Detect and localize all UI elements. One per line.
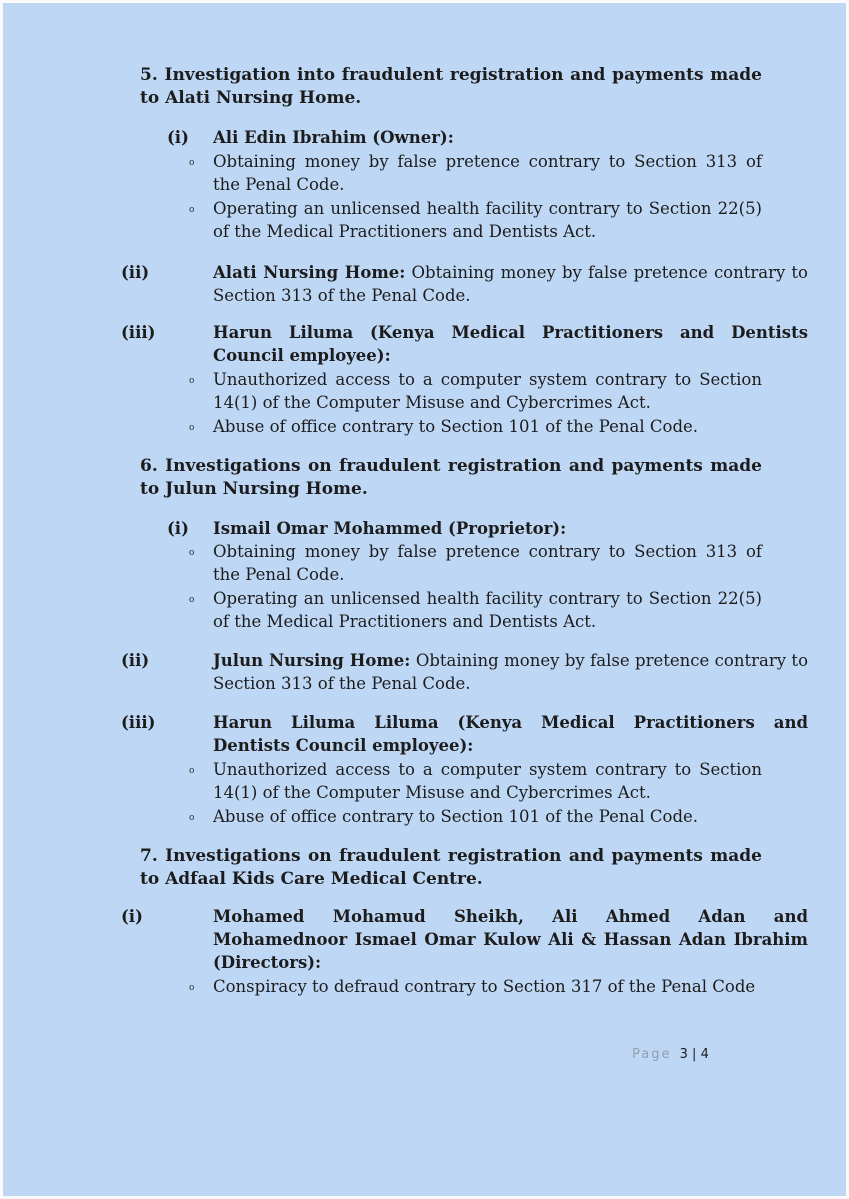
item-numeral: (iii) [121,713,156,732]
item-numeral: (i) [167,519,189,538]
item-text: Obtaining money by false pretence contrary to Section 313 of the Penal Code. [213,263,808,305]
section-number: 5. [140,65,158,85]
item-heading [167,126,762,149]
list-item-text: Abuse of office contrary to Section 101 of the Penal Code. [213,807,699,826]
section-title: Investigations on fraudulent registration and payments made to Julun Nursing Home. [140,456,762,499]
item-numeral: (ii) [121,263,150,282]
item-heading [121,711,808,757]
bullet-icon: o [189,813,195,823]
list-item [189,368,762,414]
section-number: 7. [140,846,158,866]
list-item-text: Conspiracy to defraud contrary to Section 317 of the Penal Code [213,977,756,996]
section-heading [140,64,762,110]
bullet-icon: o [189,766,195,776]
item-numeral: (iii) [121,323,156,342]
page-number: 3 [679,1047,688,1062]
item-name: Alati Nursing Home: [213,263,406,282]
list-item-text: Unauthorized access to a computer system contrary to Section 14(1) of the Computer Misuse and Cybercrimes Act. [213,760,762,802]
bullet-icon: o [189,205,195,215]
bullet-icon: o [189,548,195,558]
item-name: Harun Liluma (Kenya Medical Practitioners and Dentists Council employee): [213,323,808,365]
item-name: Julun Nursing Home: [213,651,411,670]
page-label: Page [632,1047,672,1062]
list-item [189,540,762,586]
item-name: Ali Edin Ibrahim (Owner): [213,128,454,147]
section-title: Investigations on fraudulent registration and payments made to Adfaal Kids Care Medical Centre. [140,846,762,889]
bullet-icon: o [189,376,195,386]
list-item [189,150,762,196]
list-item [189,805,762,828]
list-item-text: Abuse of office contrary to Section 101 of the Penal Code. [213,417,699,436]
bullet-icon: o [189,595,195,605]
section-heading [140,845,762,891]
list-item [189,197,762,243]
list-item [189,415,762,438]
bullet-icon: o [189,423,195,433]
list-item-text: Unauthorized access to a computer system contrary to Section 14(1) of the Computer Misuse and Cybercrimes Act. [213,370,762,412]
list-item-text: Obtaining money by false pretence contrary to Section 313 of the Penal Code. [213,542,762,584]
item-heading [121,905,808,974]
item-numeral: (i) [167,128,189,147]
list-item [189,587,762,633]
section-heading [140,455,762,501]
page-separator: | [692,1047,697,1062]
section-title: Investigation into fraudulent registration and payments made to Alati Nursing Home. [140,65,762,108]
list-item [189,758,762,804]
page-number-footer [632,1047,709,1062]
list-item-text: Operating an unlicensed health facility contrary to Section 22(5) of the Medical Practitioners and Dentists Act. [213,589,762,631]
item-name: Mohamed Mohamud Sheikh, Ali Ahmed Adan and Mohamednoor Ismael Omar Kulow Ali & Hassan Adan Ibrahim (Directors): [213,907,808,972]
item-text: Obtaining money by false pretence contrary to Section 313 of the Penal Code. [213,651,809,693]
item-name: Harun Liluma Liluma (Kenya Medical Practitioners and Dentists Council employee): [213,713,808,755]
item-heading [121,649,809,695]
list-item [189,975,762,998]
item-heading [121,321,808,367]
list-item-text: Operating an unlicensed health facility contrary to Section 22(5) of the Medical Practitioners and Dentists Act. [213,199,762,241]
item-heading [121,261,808,307]
item-numeral: (i) [121,907,143,926]
bullet-icon: o [189,158,195,168]
section-number: 6. [140,456,158,476]
item-heading [167,517,762,540]
item-numeral: (ii) [121,651,150,670]
page-total: 4 [700,1047,709,1062]
bullet-icon: o [189,983,195,993]
item-name: Ismail Omar Mohammed (Proprietor): [213,519,567,538]
list-item-text: Obtaining money by false pretence contrary to Section 313 of the Penal Code. [213,152,762,194]
